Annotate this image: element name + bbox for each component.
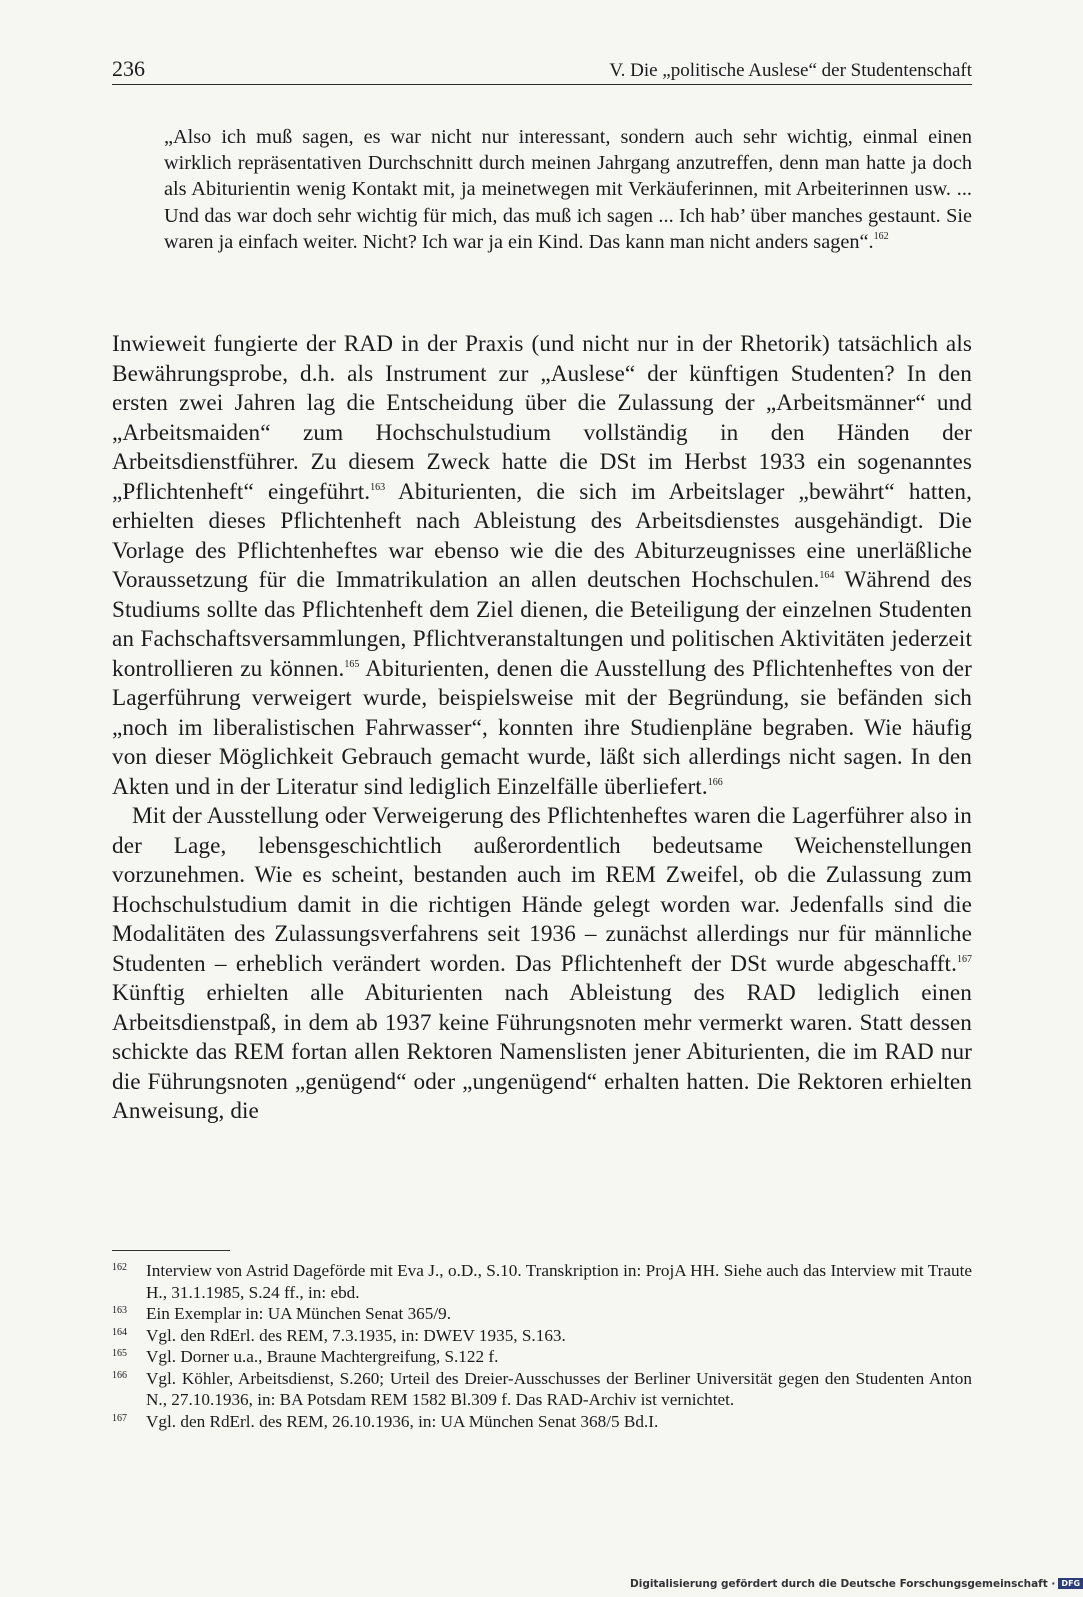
footnote-number: 165 xyxy=(112,1348,127,1359)
paragraph-1-sentence: Abiturienten, denen die Ausstellung des Pflichtenheftes von der Lagerführung verweigert wurde, beispielsweise mit der Begründung, sie befänden sich „noch im liberalistischen Fahrwasser“, konnten ihre Studienpläne begraben. Wie häufig von dieser Möglichkeit Gebrauch gemacht wurde, läßt sich allerdings nicht sagen. In den Akten und in der Literatur sind lediglich Einzelfälle überliefert. xyxy=(112,655,973,800)
footnote-text: Vgl. Dorner u.a., Braune Machtergreifung, S.122 f. xyxy=(146,1347,499,1366)
quote-paragraph xyxy=(164,124,972,255)
running-head: V. Die „politische Auslese“ der Studentenschaft xyxy=(609,60,972,81)
footnotes xyxy=(112,1260,972,1432)
paragraph-2-sentence: Künftig erhielten alle Abiturienten nach Ableistung des RAD lediglich einen Arbeitsdienstpaß, in dem ab 1937 keine Führungsnoten mehr vermerkt waren. Statt dessen schickte das REM fortan allen Rektoren Namenslisten jener Abiturienten, die im RAD nur die Führungsnoten „genügend“ oder „ungenügend“ erhalten hatten. Die Rektoren erhielten Anweisung, die xyxy=(112,980,972,1124)
footnote-ref-165: 165 xyxy=(344,658,360,670)
footnote xyxy=(112,1411,972,1433)
footnote-number: 164 xyxy=(112,1326,127,1338)
footnote-divider xyxy=(112,1250,230,1251)
paragraph-2-sentence: Mit der Ausstellung oder Verweigerung des Pflichtenheftes waren die Lagerführer also in der Lage, lebensgeschichtlich außerordentlich bedeutsame Weichenstellungen vorzunehmen. Wie es scheint, bestanden auch im REM Zweifel, ob die Zulassung zum Hochschulstudium damit in die richtigen Hände gelegt worden war. Jedenfalls sind die Modalitäten des Zulassungsverfahrens seit 1936 – zunächst allerdings nur für männliche Studenten – erheblich verändert worden. Das Pflichtenheft der DSt wurde abgeschafft. xyxy=(112,803,972,977)
footnote-number: 162 xyxy=(112,1262,127,1273)
digitization-notice xyxy=(630,1578,1083,1590)
paragraph-1-sentence: Inwieweit fungierte der RAD in der Praxis (und nicht nur in der Rhetorik) tatsächlich als Bewährungsprobe, d.h. als Instrument zur „Auslese“ der künftigen Studenten? In den ersten zwei Jahren lag die Entscheidung über die Zulassung der „Arbeitsmänner“ und „Arbeitsmaiden“ zum Hochschulstudium vollständig in den Händen der Arbeitsdienstführer. Zu diesem Zweck hatte die DSt im Herbst 1933 ein sogenanntes „Pflichtenheft“ eingeführt. xyxy=(112,331,972,505)
footnote-ref-167: 167 xyxy=(957,953,972,965)
paragraph-1-sentence: Während des Studiums sollte das Pflichtenheft dem Ziel dienen, die Beteiligung der einzelnen Studenten an Fachschaftsversammlungen, Pflichtveranstaltungen und politischen Aktivitäten jederzeit kontrollieren zu können. xyxy=(112,567,972,682)
footnote-text: Interview von Astrid Dageförde mit Eva J., o.D., S.10. Transkription in: ProjA HH. Siehe auch das Interview mit Traute H., 31.1.1985, S.24 ff., in: ebd. xyxy=(146,1261,972,1302)
footnote xyxy=(112,1325,972,1347)
footnote-number: 166 xyxy=(112,1369,127,1381)
footnote xyxy=(112,1368,972,1411)
footnote xyxy=(112,1303,972,1325)
footnote-number: 167 xyxy=(112,1412,127,1424)
page-header xyxy=(112,54,972,85)
paragraph-1 xyxy=(112,330,972,802)
page-number: 236 xyxy=(112,56,145,81)
footnote-ref-162: 162 xyxy=(873,230,889,242)
footnote-text: Ein Exemplar in: UA München Senat 365/9. xyxy=(146,1304,452,1323)
paragraph-1-sentence: Abiturienten, die sich im Arbeitslager „bewährt“ hatten, erhielten dieses Pflichtenheft nach Ableistung des Arbeitsdienstes ausgehändigt. Die Vorlage des Pflichtenheftes war ebenso wie die des Abiturzeugnisses eine unerläßliche Voraussetzung für die Immatrikulation an allen deutschen Hochschulen. xyxy=(112,478,972,593)
digitization-text: Digitalisierung gefördert durch die Deutsche Forschungsgemeinschaft · xyxy=(630,1578,1056,1590)
quote-text: „Also ich muß sagen, es war nicht nur interessant, sondern auch sehr wichtig, einmal einen wirklich repräsentativen Durchschnitt durch meinen Jahrgang anzutreffen, denn man hatte ja doch als Abiturientin wenig Kontakt mit, ja meinetwegen mit Verkäuferinnen, mit Arbeiterinnen usw. ... Und das war doch sehr wichtig für mich, das muß ich sagen ... Ich hab’ über manches gestaunt. Sie waren ja einfach weiter. Nicht? Ich war ja ein Kind. Das kann man nicht anders sagen“. xyxy=(164,126,972,253)
footnote-ref-163: 163 xyxy=(370,481,386,493)
footnote-ref-164: 164 xyxy=(819,570,835,581)
footnote-ref-166: 166 xyxy=(707,776,723,788)
paragraph-2 xyxy=(112,802,972,1127)
dfg-logo: DFG xyxy=(1058,1578,1083,1589)
footnote xyxy=(112,1346,972,1368)
block-quote xyxy=(164,124,972,255)
footnote xyxy=(112,1260,972,1303)
main-text xyxy=(112,330,972,1127)
footnote-text: Vgl. Köhler, Arbeitsdienst, S.260; Urteil des Dreier-Ausschusses der Berliner Universität gegen den Studenten Anton N., 27.10.1936, in: BA Potsdam REM 1582 Bl.309 f. Das RAD-Archiv ist vernichtet. xyxy=(146,1368,972,1409)
footnote-number: 163 xyxy=(112,1305,127,1316)
footnote-text: Vgl. den RdErl. des REM, 26.10.1936, in: UA München Senat 368/5 Bd.I. xyxy=(146,1411,659,1431)
footnote-text: Vgl. den RdErl. des REM, 7.3.1935, in: DWEV 1935, S.163. xyxy=(146,1325,566,1345)
